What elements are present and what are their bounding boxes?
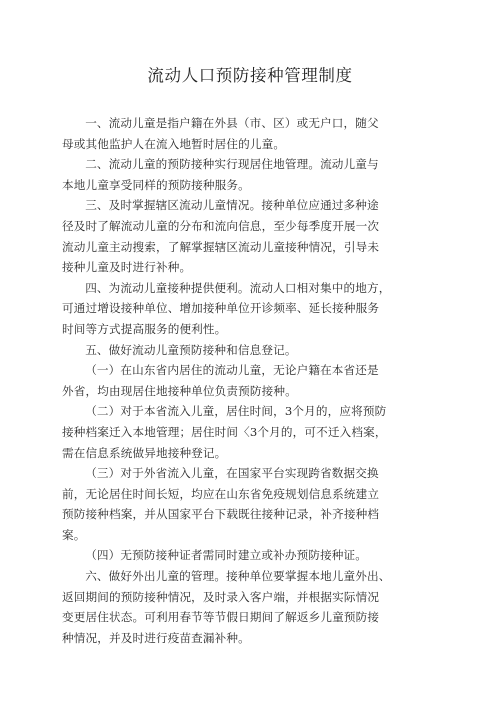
paragraph-line: 接种档案迁入本地管理；居住时间〈3个月的，可不迁入档案， — [62, 424, 387, 439]
paragraph-line: （二）对于本省流入儿童，居住时间，3个月的，应将预防 — [85, 404, 387, 419]
paragraph-2 — [62, 154, 434, 195]
paragraph-line: 本地儿童享受同样的预防接种服务。 — [62, 177, 250, 192]
document-body — [62, 113, 434, 648]
paragraph-line: 三、及时掌握辖区流动儿童情况。接种单位应通过多种途 — [85, 198, 379, 213]
paragraph-line: 径及时了解流动儿童的分布和流向信息，至少每季度开展一次 — [62, 218, 380, 233]
paragraph-line: 母或其他监护人在流入地暂时居住的儿童。 — [62, 136, 286, 151]
paragraph-line: 种情况，并及时进行疫苗查漏补种。 — [62, 630, 250, 645]
paragraph-1 — [62, 113, 434, 154]
paragraph-line: 四、为流动儿童接种提供便利。流动人口相对集中的地方， — [85, 280, 391, 295]
paragraph-line: 返回期间的预防接种情况，及时录入客户端，并根据实际情况 — [62, 589, 380, 604]
paragraph-line: 六、做好外出儿童的管理。接种单位要掌握本地儿童外出、 — [85, 569, 391, 584]
paragraph-6 — [62, 360, 434, 401]
paragraph-line: 预防接种档案，并从国家平台下载既往接种记录，补齐接种档 — [62, 507, 380, 522]
paragraph-line: 外省，均由现居住地接种单位负责预防接种。 — [62, 383, 297, 398]
paragraph-9 — [62, 545, 434, 566]
paragraph-4 — [62, 278, 434, 340]
paragraph-line: 案。 — [62, 527, 86, 542]
paragraph-line: （一）在山东省内居住的流动儿童，无论户籍在本省还是 — [85, 363, 379, 378]
paragraph-line: 五、做好流动儿童预防接种和信息登记。 — [85, 342, 297, 357]
paragraph-line: 时间等方式提高服务的便利性。 — [62, 321, 227, 336]
paragraph-7 — [62, 401, 434, 463]
document-title: 流动人口预防接种管理制度 — [147, 66, 353, 85]
paragraph-line: （四）无预防接种证者需同时建立或补办预防接种证。 — [85, 548, 368, 563]
paragraph-line: （三）对于外省流入儿童，在国家平台实现跨省数据交换 — [85, 466, 379, 481]
paragraph-line: 一、流动儿童是指户籍在外县（市、区）或无户口，随父 — [85, 116, 379, 130]
paragraph-line: 前，无论居住时间长短，均应在山东省免疫规划信息系统建立 — [62, 486, 380, 501]
paragraph-line: 流动儿童主动搜索，了解掌握辖区流动儿童接种情况，引导未 — [62, 239, 380, 254]
paragraph-10 — [62, 566, 434, 648]
paragraph-3 — [62, 195, 434, 277]
paragraph-line: 可通过增设接种单位、增加接种单位开诊频率、延长接种服务 — [62, 301, 380, 316]
paragraph-line: 需在信息系统做异地接种登记。 — [62, 445, 227, 460]
paragraph-8 — [62, 463, 434, 545]
paragraph-line: 二、流动儿童的预防接种实行现居住地管理。流动儿童与 — [85, 157, 379, 172]
paragraph-line: 变更居住状态。可利用春节等节假日期间了解返乡儿童预防接 — [62, 610, 380, 625]
paragraph-5 — [62, 340, 434, 361]
paragraph-line: 接种儿童及时进行补种。 — [62, 260, 192, 275]
